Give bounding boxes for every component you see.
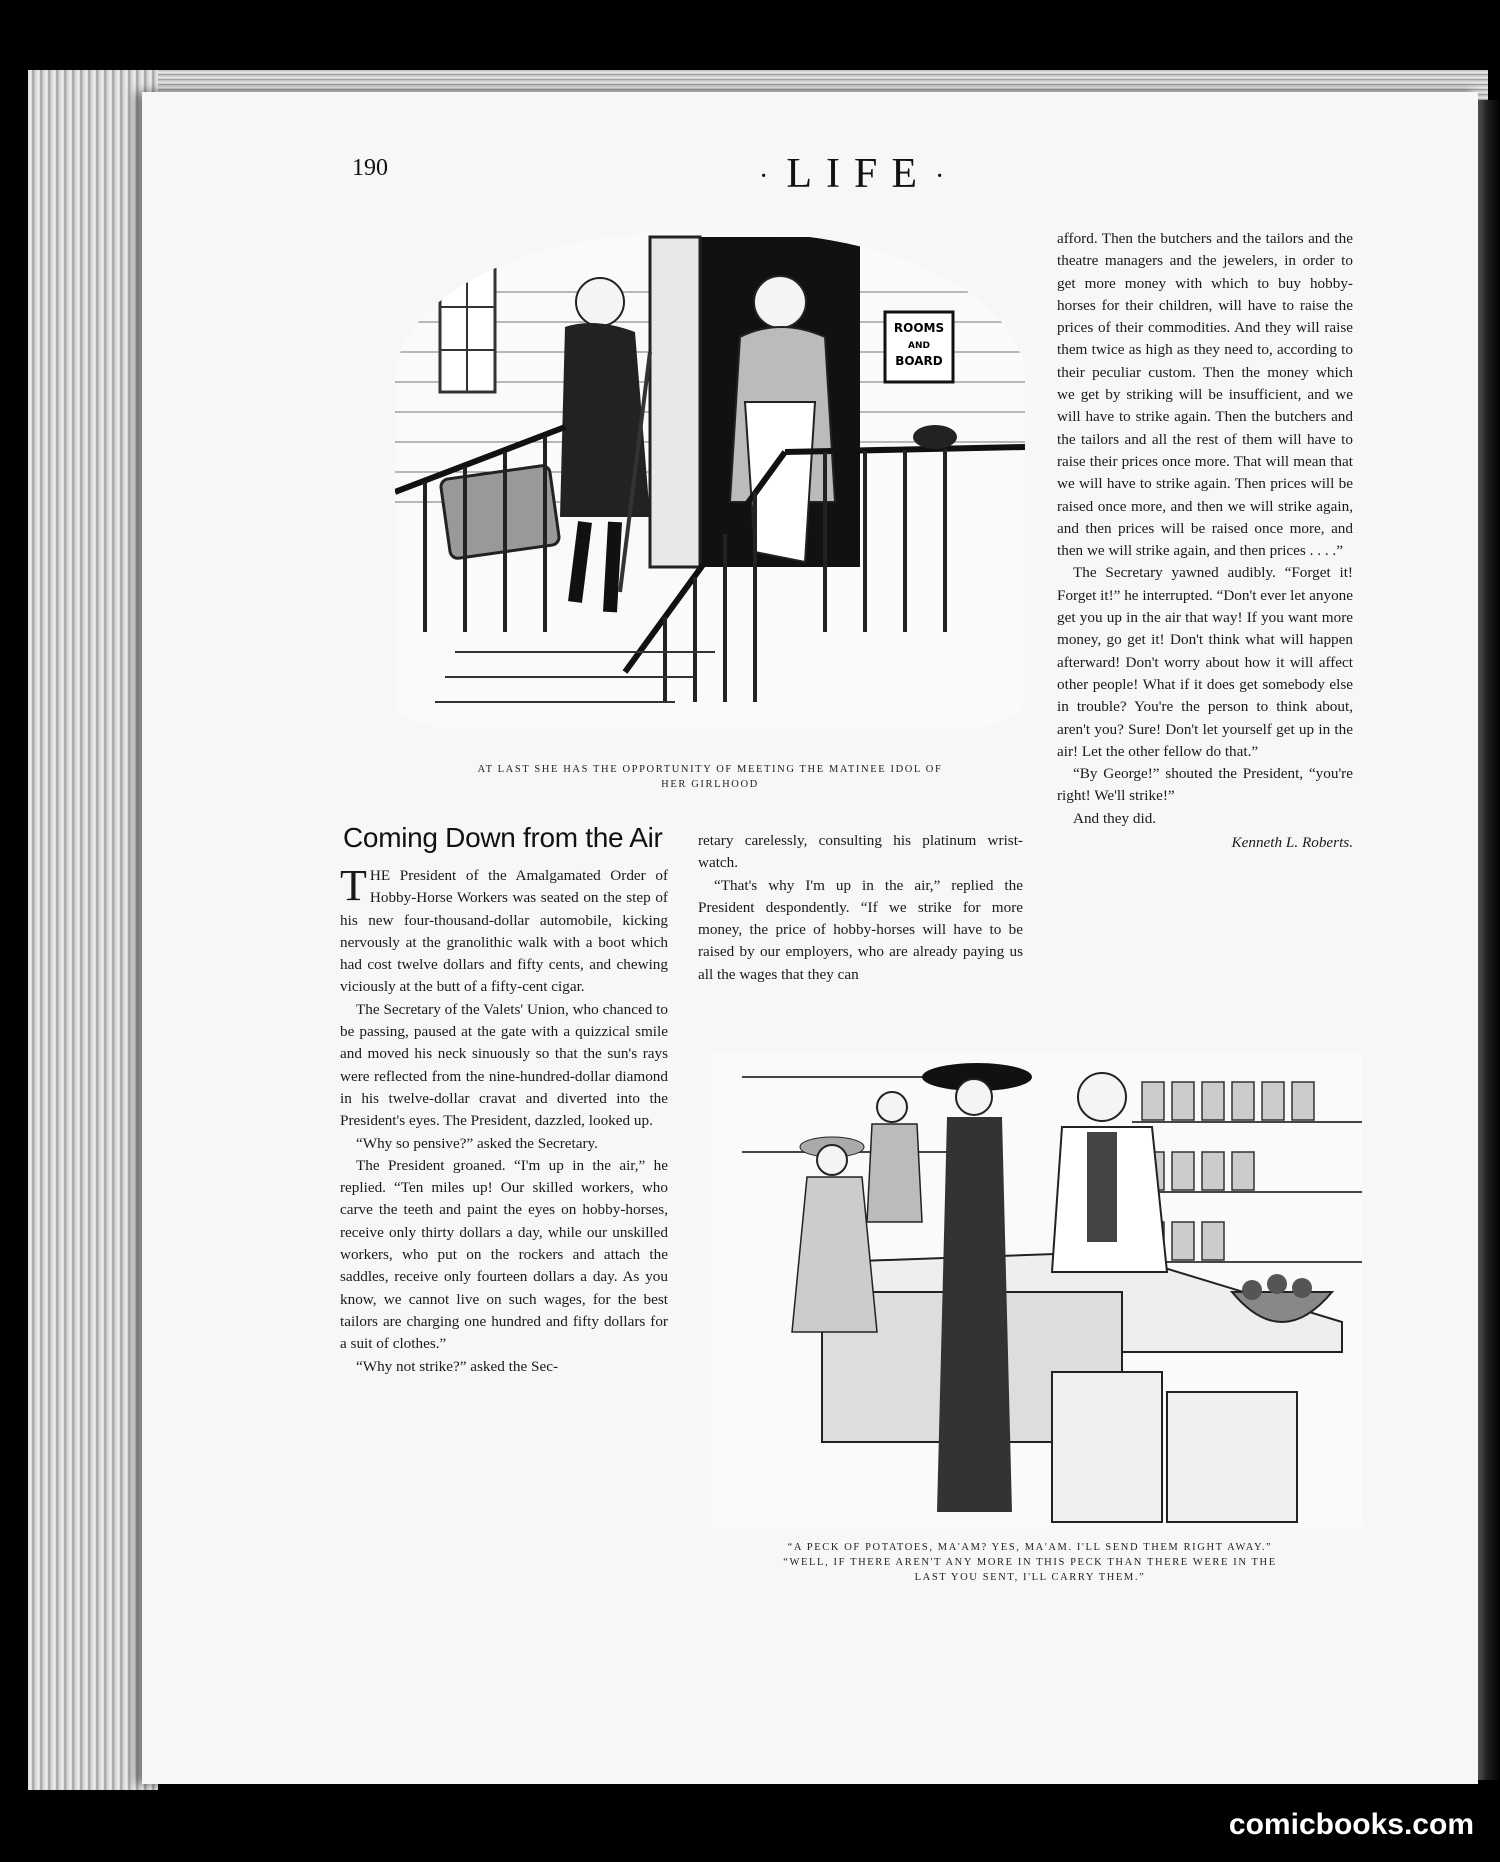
bottom-caption (690, 1540, 1370, 1585)
top-caption-line-2: HER GIRLHOOD (661, 779, 759, 790)
sign-line-3: BOARD (895, 354, 943, 368)
bottom-caption-line-3: LAST YOU SENT, I'LL CARRY THEM.” (914, 1572, 1146, 1583)
paragraph: The Secretary yawned audibly. “Forget it! Forget it!” he interrupted. “Don't ever let anyone get you up in the air that way! If you want more money, go get it! Don't think what will happen afterward! Don't worry about how it will affect other people! What if it does get somebody else in trouble? You're the person to think about, aren't you? Sure! Don't let yourself get up in the air! Let the other fellow do that.” (1057, 564, 1353, 760)
top-caption-line-1: AT LAST SHE HAS THE OPPORTUNITY OF MEETING THE MATINEE IDOL OF (477, 764, 943, 775)
top-illustration (395, 232, 1025, 727)
drop-cap: T (340, 861, 367, 910)
watermark: comicbooks.com (1228, 1808, 1474, 1841)
paragraph: “Why so pensive?” asked the Secretary. (356, 1134, 598, 1152)
masthead: ·LIFE · (759, 151, 959, 197)
book-right-edge (1478, 100, 1500, 1780)
paragraph: “That's why I'm up in the air,” replied the President despondently. “If we strike for more money, the price of hobby-horses will have to be raised by our employers, who are already paying us all the wages that they can (698, 876, 1023, 983)
article-column-2 (698, 830, 1023, 986)
sign-line-1: ROOMS (893, 321, 945, 335)
paragraph: The Secretary of the Valets' Union, who chanced to be passing, paused at the gate with a quizzical smile and moved his neck sinuously so that the sun's rays were reflected from the nine-hundred-dollar diamond in his twelve-dollar cravat and diverted into the President's eyes. The President, dazzled, looked up. (340, 1000, 668, 1130)
author-signature: Kenneth L. Roberts. (1231, 834, 1353, 852)
bottom-caption-line-2: “WELL, IF THERE AREN'T ANY MORE IN THIS PECK THAN THERE WERE IN THE (783, 1557, 1277, 1568)
paragraph: The President groaned. “I'm up in the air,” he replied. “Ten miles up! Our skilled workers, who carve the teeth and paint the eyes on hobby-horses, receive only thirty dollars a day, while our unskilled workers, who put on the rockers and attach the saddles, receive only fourteen dollars a day. As you know, we cannot live on such wages, for the best tailors are charging one hundred and fifty dollars for a suit of clothes.” (340, 1156, 668, 1353)
paragraph: And they did. (1073, 809, 1157, 827)
article-headline: Coming Down from the Air (343, 822, 663, 853)
paragraph: afford. Then the butchers and the tailors and the theatre managers and the jewelers, in order to get more money with which to buy hobby-horses for their children, will have to raise the prices of their commodities. And they will raise them twice as high as they need to, according to their peculiar custom. Then the money which we get by striking will be insufficient, and we will have to strike again. Then the butchers and the tailors and all the rest of them will have to raise their prices once more. That will mean that we will have to strike again. Then prices will be raised once more, and then we will strike again, and then prices will be raised once more, and then we will strike again, and then prices . . . .” (1057, 230, 1353, 560)
article-column-3 (1057, 228, 1353, 854)
sign-line-2: AND (908, 341, 930, 351)
top-caption (395, 762, 1025, 792)
paragraph: “Why not strike?” asked the Sec- (356, 1357, 558, 1375)
page-number: 190 (352, 155, 388, 181)
bottom-caption-line-1: “A PECK OF POTATOES, MA'AM? YES, MA'AM. I'LL SEND THEM RIGHT AWAY.” (787, 1542, 1273, 1553)
article-column-1 (340, 861, 668, 1378)
paragraph: retary carelessly, consulting his platinum wrist-watch. (698, 832, 1023, 872)
paragraph: THE President of the Amalgamated Order of Hobby-Horse Workers was seated on the step of his new four-thousand-dollar automobile, kicking nervously at the granolithic walk with a boot which had cost twelve dollars and fifty cents, and chewing viciously at the butt of a fifty-cent cigar. (340, 861, 668, 996)
masthead-title: LIFE (786, 151, 931, 197)
book-page-edges (28, 70, 158, 1790)
bottom-illustration (712, 1052, 1362, 1527)
paragraph: “By George!” shouted the President, “you're right! We'll strike!” (1057, 765, 1353, 805)
